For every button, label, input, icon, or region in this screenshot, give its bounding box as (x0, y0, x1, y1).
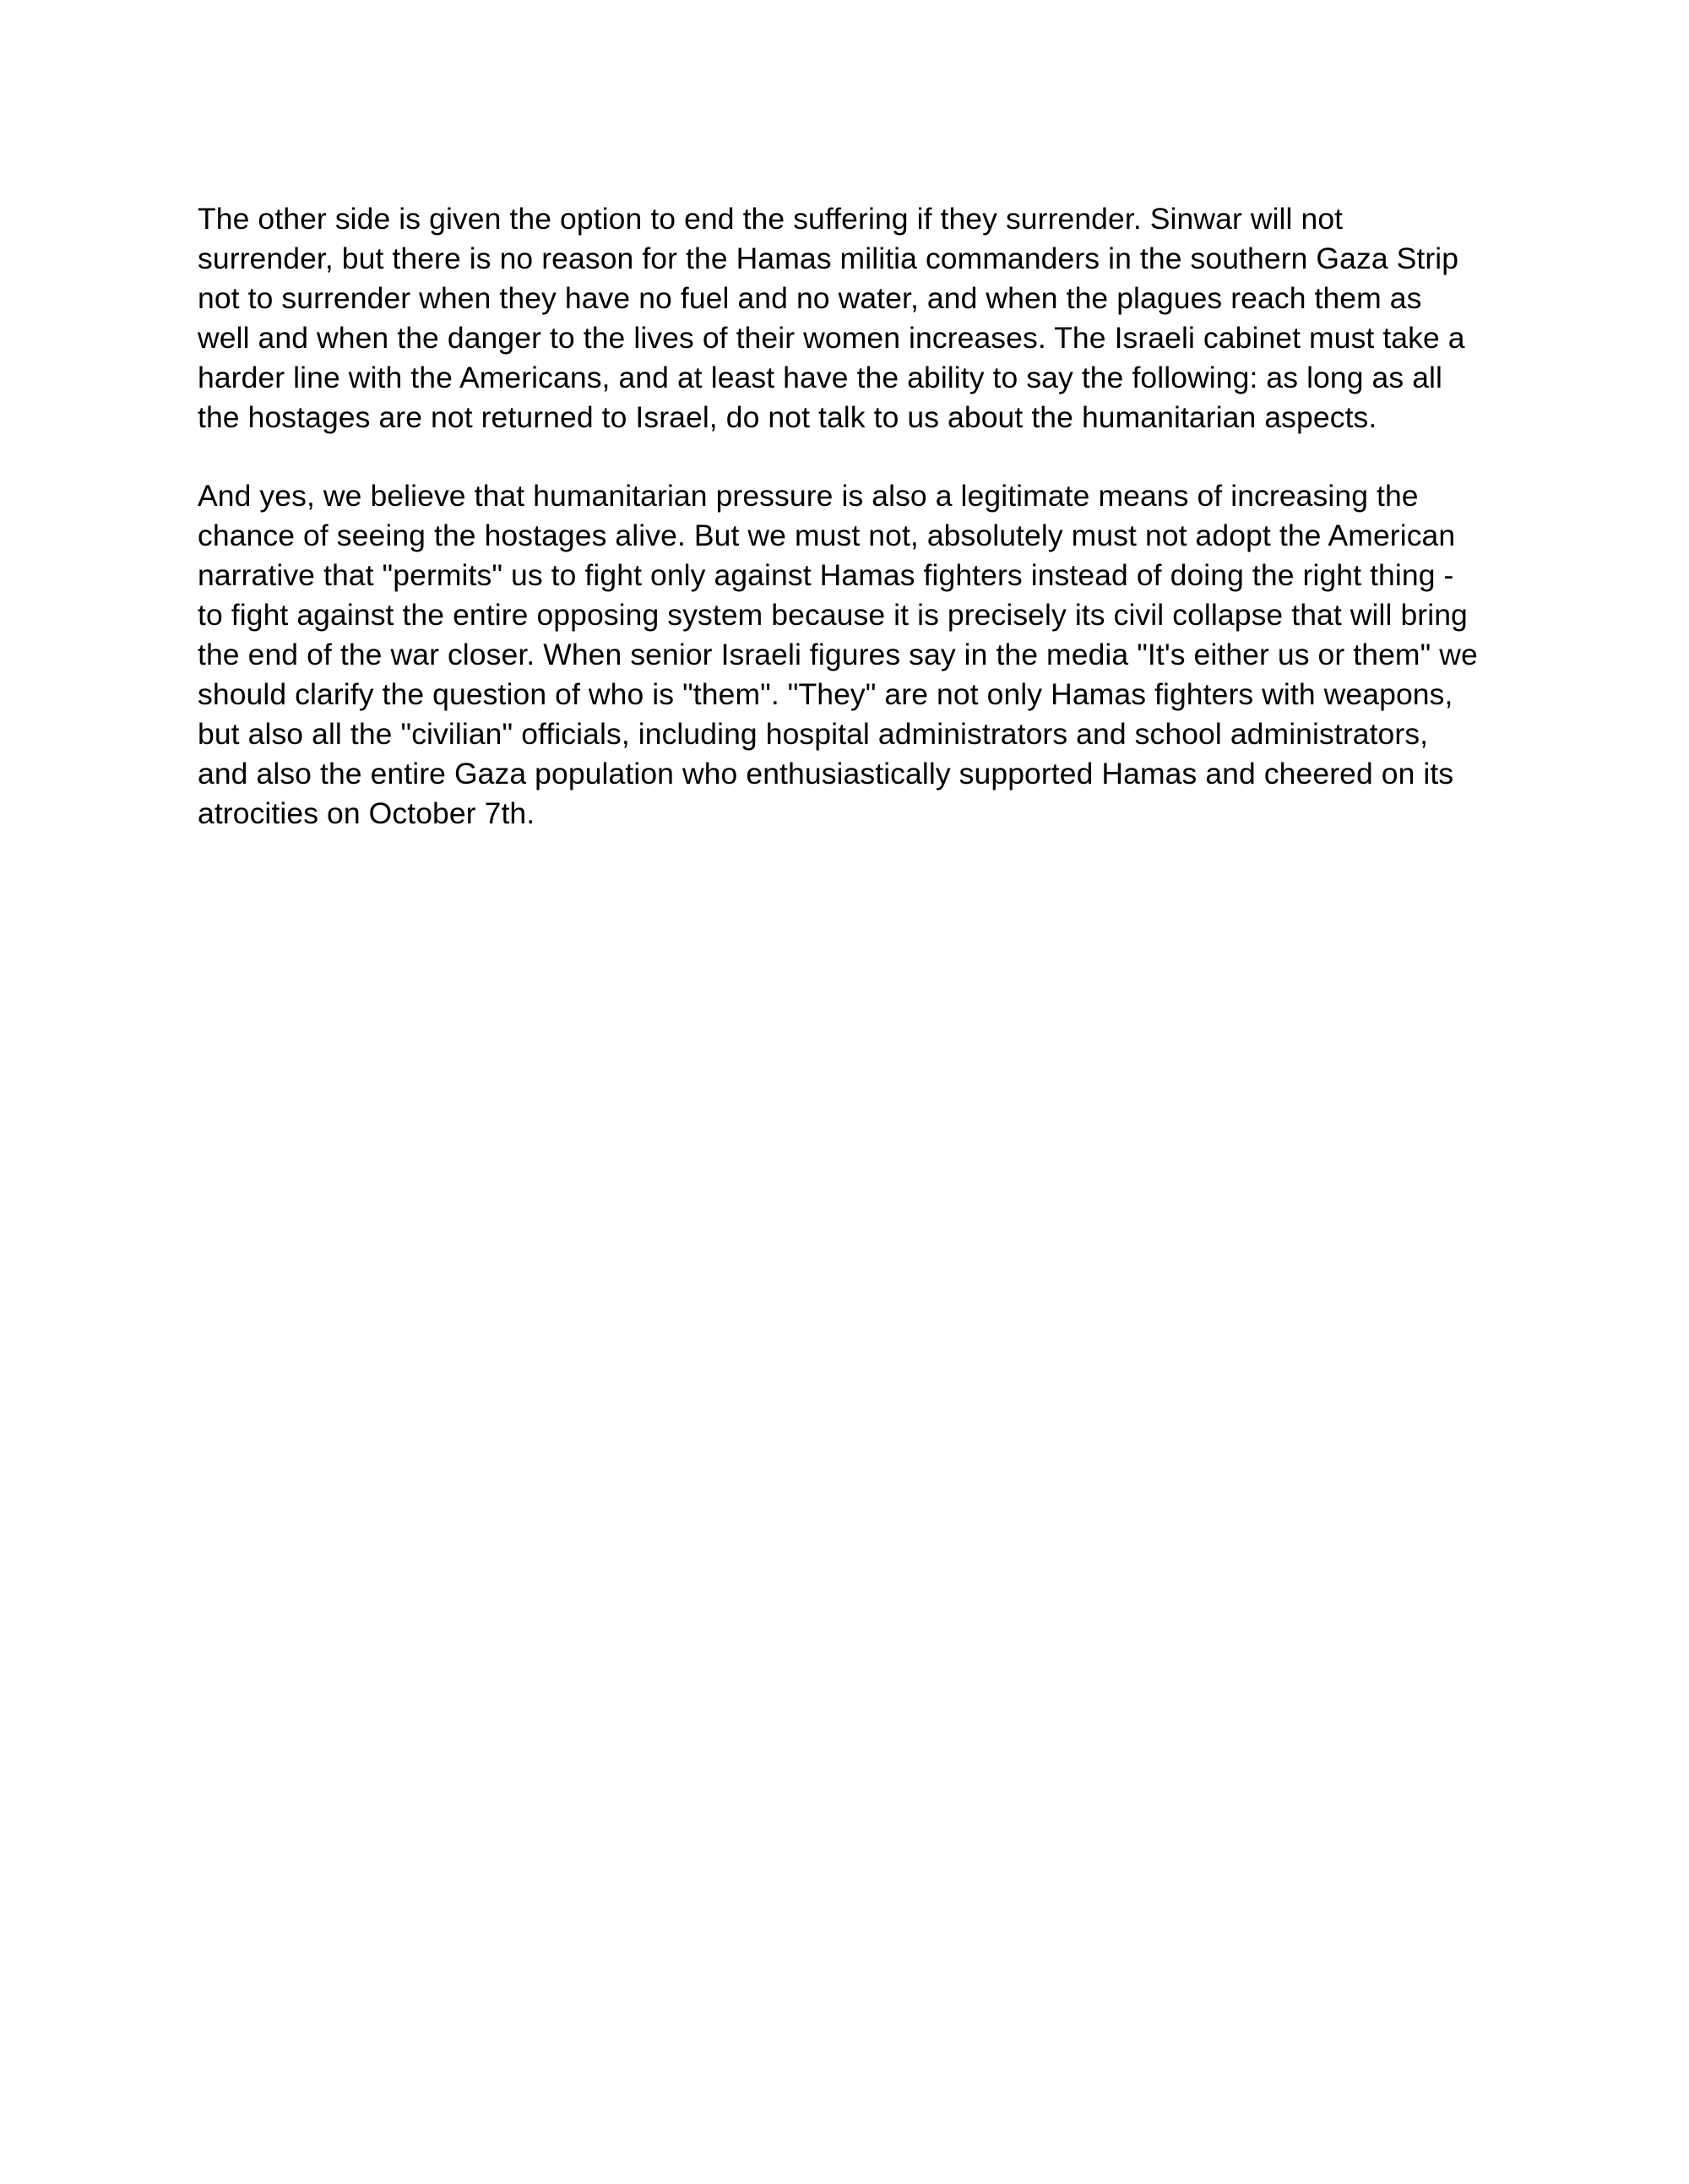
text-line: And yes, we believe that humanitarian pressure is also a legitimate means of increasing the (198, 479, 1419, 513)
text-line: atrocities on October 7th. (198, 796, 535, 830)
text-line: harder line with the Americans, and at least have the ability to say the following: as long as all (198, 360, 1443, 394)
document-body (198, 199, 1498, 833)
text-line: to fight against the entire opposing system because it is precisely its civil collapse that will bring (198, 598, 1468, 633)
text-line: the hostages are not returned to Israel, do not talk to us about the humanitarian aspects. (198, 399, 1377, 434)
text-line: but also all the "civilian" officials, including hospital administrators and school administrators, (198, 716, 1429, 751)
text-line: and also the entire Gaza population who enthusiastically supported Hamas and cheered on its (198, 756, 1454, 790)
text-line: the end of the war closer. When senior Israeli figures say in the media "It's either us or them" we (198, 637, 1478, 671)
paragraph-2 (198, 476, 1498, 833)
text-line: surrender, but there is no reason for the Hamas militia commanders in the southern Gaza Strip (198, 241, 1459, 275)
text-line: well and when the danger to the lives of their women increases. The Israeli cabinet must take a (198, 320, 1465, 355)
text-line: narrative that "permits" us to fight only against Hamas fighters instead of doing the right thing - (198, 558, 1454, 593)
text-line: chance of seeing the hostages alive. But we must not, absolutely must not adopt the American (198, 519, 1456, 553)
text-line: The other side is given the option to end the suffering if they surrender. Sinwar will not (198, 202, 1344, 236)
text-line: not to surrender when they have no fuel and no water, and when the plagues reach them as (198, 280, 1422, 315)
text-line: should clarify the question of who is "them". "They" are not only Hamas fighters with weapons, (198, 676, 1453, 711)
paragraph-1 (198, 199, 1498, 437)
